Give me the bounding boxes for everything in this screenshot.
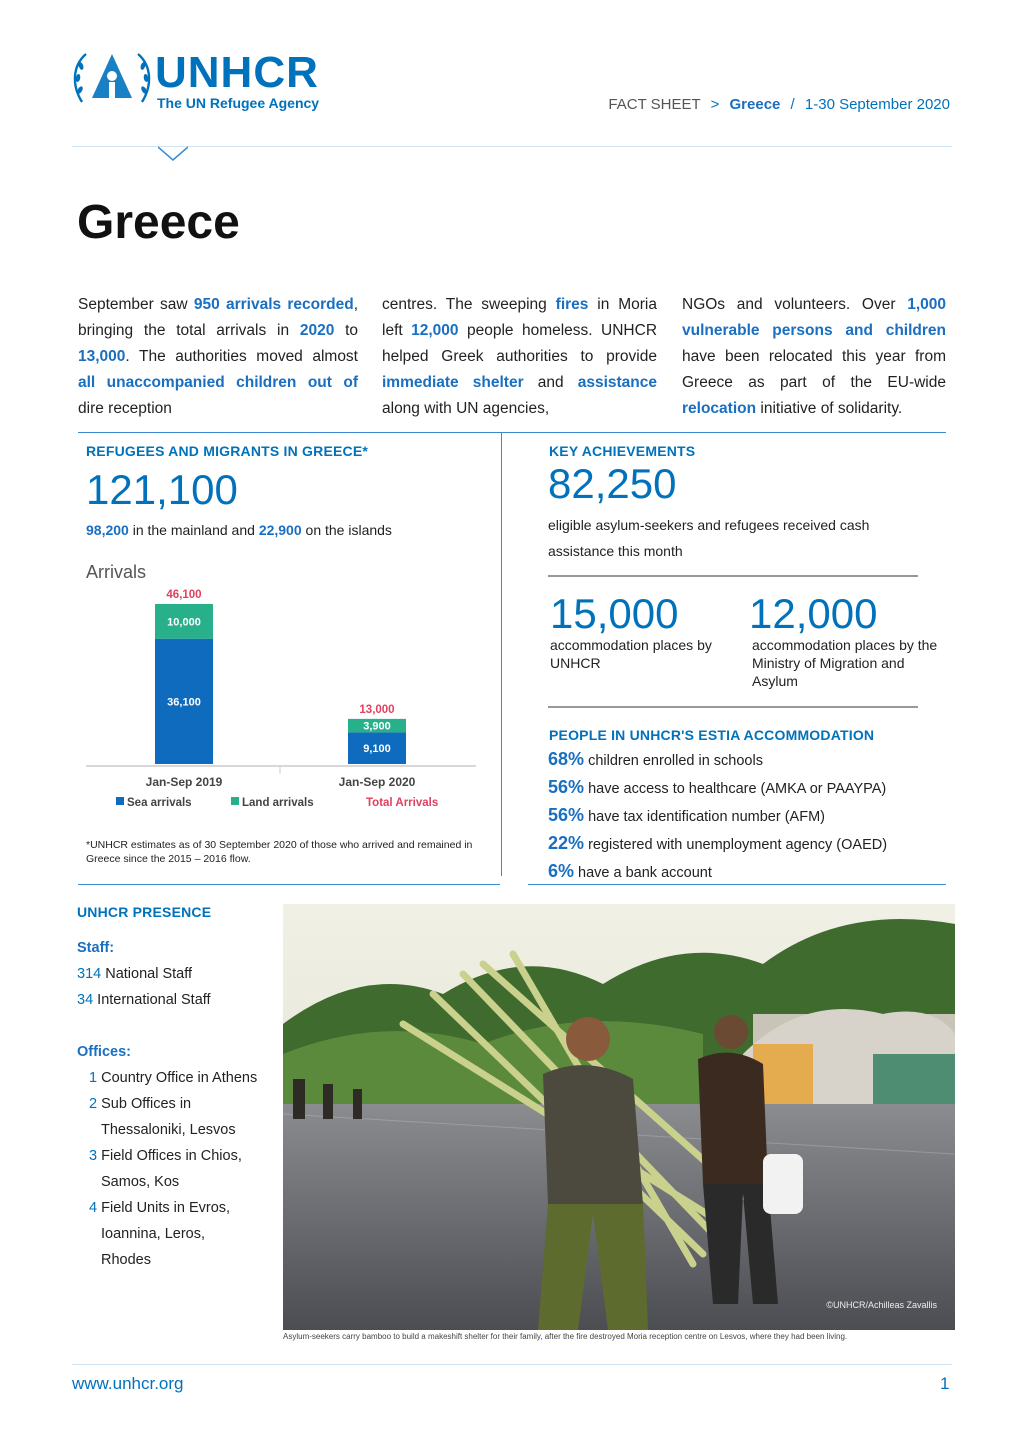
body-text: initiative of solidarity. <box>756 400 903 417</box>
accommodation-divider <box>548 706 918 708</box>
estia-pct: 56% <box>548 805 585 825</box>
body-text: , bringing the total arrivals in <box>78 296 358 339</box>
arrivals-label: Arrivals <box>86 562 147 582</box>
estia-list <box>548 746 948 886</box>
estia-text: have tax identification number (AFM) <box>588 809 825 825</box>
crumb-slash: / <box>790 96 795 113</box>
office-text: Sub Offices in Thessaloniki, Lesvos <box>101 1096 236 1138</box>
logo-wordmark: UNHCR <box>155 48 319 97</box>
crumb-date: 1-30 September 2020 <box>804 96 950 113</box>
estia-item <box>548 858 948 886</box>
staff-item <box>77 961 277 987</box>
legend-label-land: Land arrivals <box>242 797 314 809</box>
ministry-places-number: 12,000 <box>749 590 878 637</box>
islands-count: 22,900 <box>258 522 302 538</box>
estia-text: have a bank account <box>578 865 712 881</box>
section-divider-right <box>528 884 946 885</box>
body-text: to <box>334 322 359 339</box>
office-item <box>77 1143 261 1195</box>
offices-label: Offices: <box>77 1044 131 1060</box>
bar-value-label: 3,900 <box>363 720 391 733</box>
achievements-heading: KEY ACHIEVEMENTS <box>549 443 696 459</box>
logo-subtitle: The UN Refugee Agency <box>157 95 320 111</box>
estia-text: registered with unemployment agency (OAED) <box>588 837 888 853</box>
ministry-places-text: accommodation places by the Ministry of Migration and Asylum <box>752 637 938 689</box>
mainland-text: in the mainland and <box>128 522 259 538</box>
estia-pct: 6% <box>548 861 575 881</box>
body-text: people homeless. UNHCR helped Greek authorities to provide <box>382 322 658 365</box>
estia-text: children enrolled in schools <box>588 753 763 769</box>
feature-photo <box>283 904 955 1330</box>
category-label: Jan-Sep 2019 <box>145 775 223 789</box>
highlight-text: 12,000 <box>411 322 459 339</box>
office-item <box>77 1091 261 1143</box>
legend-label-sea: Sea arrivals <box>127 797 192 809</box>
body-text: in Moria left <box>382 296 657 339</box>
unhcr-places-number: 15,000 <box>550 590 679 637</box>
estia-text: have access to healthcare (AMKA or PAAYPA) <box>588 781 887 797</box>
office-count: 1 <box>89 1070 98 1086</box>
legend-label-total: Total Arrivals <box>366 797 439 809</box>
staff-count: 314 <box>77 966 102 982</box>
highlight-text: assistance <box>577 374 657 391</box>
mainland-count: 98,200 <box>86 522 129 538</box>
achievements-divider <box>548 575 918 577</box>
estia-item <box>548 802 948 830</box>
highlight-text: 950 arrivals recorded <box>193 296 354 313</box>
intro-column-1 <box>78 292 358 422</box>
section-divider-left <box>78 884 500 885</box>
presence-panel <box>77 903 277 1273</box>
photo-credit: ©UNHCR/Achilleas Zavallis <box>826 1300 937 1310</box>
highlight-text: 13,000 <box>78 348 126 365</box>
crumb-doc-type: FACT SHEET <box>608 96 701 113</box>
intro-column-2 <box>382 292 657 422</box>
body-text: along with UN agencies, <box>382 400 550 417</box>
total-label: 46,100 <box>166 589 202 601</box>
body-text: have been relocated this year from Greece as part of the EU-wide <box>682 348 946 391</box>
staff-text: International Staff <box>97 992 211 1008</box>
staff-count: 34 <box>77 992 94 1008</box>
estia-pct: 68% <box>548 749 585 769</box>
column-divider <box>501 432 502 876</box>
arrivals-chart <box>84 582 484 822</box>
bar-value-label: 9,100 <box>363 743 391 756</box>
office-item <box>77 1195 251 1273</box>
estia-pct: 56% <box>548 777 585 797</box>
refugees-breakdown <box>86 521 392 539</box>
intro-column-3 <box>682 292 946 422</box>
unhcr-places-text: accommodation places by UNHCR <box>550 637 712 671</box>
estia-pct: 22% <box>548 833 585 853</box>
highlight-text: 1,000 vulnerable persons and children <box>682 296 946 339</box>
body-text: . The authorities moved almost <box>125 348 358 365</box>
cash-text: eligible asylum-seekers and refugees received cash assistance this month <box>548 517 870 559</box>
body-text: NGOs and volunteers. Over <box>682 296 908 313</box>
page-title: Greece <box>77 196 240 249</box>
estia-item <box>548 746 948 774</box>
legend-swatch-sea <box>116 797 124 805</box>
page-number: 1 <box>940 1374 950 1393</box>
header-divider <box>72 146 952 147</box>
bar-value-label: 36,100 <box>167 696 201 709</box>
bar-value-label: 10,000 <box>167 616 201 629</box>
staff-text: National Staff <box>105 966 193 982</box>
header-pointer <box>158 146 188 162</box>
legend-swatch-land <box>231 797 239 805</box>
body-text: September saw <box>78 296 194 313</box>
body-text: and <box>523 374 578 391</box>
islands-text: on the islands <box>301 522 392 538</box>
estia-item <box>548 830 948 858</box>
breadcrumb <box>608 96 950 113</box>
highlight-text: relocation <box>682 400 757 417</box>
total-label: 13,000 <box>359 703 395 716</box>
office-text: Field Units in Evros, Ioannina, Leros, Rhodes <box>101 1200 231 1268</box>
office-item <box>77 1065 277 1091</box>
staff-item <box>77 987 277 1013</box>
section-divider <box>78 432 946 433</box>
highlight-text: 2020 <box>299 322 335 339</box>
estia-heading: PEOPLE IN UNHCR'S ESTIA ACCOMMODATION <box>549 727 875 743</box>
photo-caption: Asylum-seekers carry bamboo to build a makeshift shelter for their family, after the fire destroyed Moria reception centre on Lesvos, where they had been living. <box>283 1332 848 1341</box>
highlight-text: immediate shelter <box>382 374 524 391</box>
office-count: 4 <box>89 1200 98 1216</box>
body-text: centres. The sweeping <box>382 296 556 313</box>
highlight-text: all unaccompanied children out of <box>78 374 358 391</box>
cash-number: 82,250 <box>548 460 677 507</box>
office-count: 3 <box>89 1148 98 1164</box>
footer-divider <box>72 1364 952 1365</box>
footnote: *UNHCR estimates as of 30 September 2020 of those who arrived and remained in Greece since the 2015 – 2016 flow. <box>86 839 473 865</box>
refugees-heading: REFUGEES AND MIGRANTS IN GREECE* <box>86 443 369 459</box>
staff-label: Staff: <box>77 940 115 956</box>
footer-url-link[interactable]: www.unhcr.org <box>72 1374 184 1393</box>
office-count: 2 <box>89 1096 98 1112</box>
office-text: Country Office in Athens <box>101 1070 258 1086</box>
crumb-country: Greece <box>729 96 781 113</box>
photo-illustration <box>283 904 955 1330</box>
refugees-total: 121,100 <box>86 466 238 513</box>
presence-heading: UNHCR PRESENCE <box>77 904 212 920</box>
crumb-separator: > <box>710 96 720 113</box>
category-label: Jan-Sep 2020 <box>338 775 416 789</box>
highlight-text: fires <box>555 296 589 313</box>
office-text: Field Offices in Chios, Samos, Kos <box>101 1148 242 1190</box>
estia-item <box>548 774 948 802</box>
body-text: dire reception <box>78 400 172 417</box>
